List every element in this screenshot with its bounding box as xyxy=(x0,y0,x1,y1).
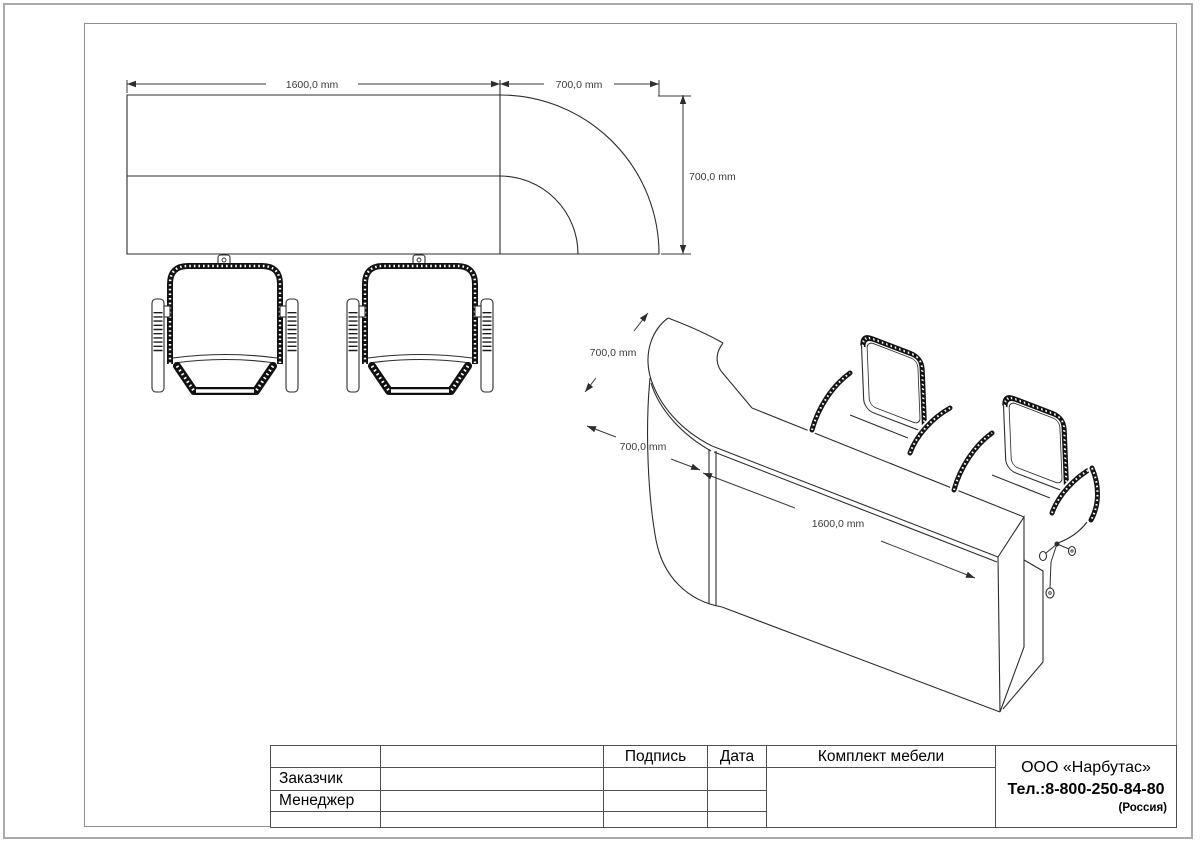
manager-row-label: Менеджер xyxy=(271,791,380,811)
manager-date-cell xyxy=(708,791,766,811)
plan-desk-outline xyxy=(127,80,659,254)
plan-dim-length-label: 1600,0 mm xyxy=(285,79,339,91)
title-block-cell-empty xyxy=(271,746,380,767)
plan-dim-curve-depth-label: 700,0 mm xyxy=(689,171,736,183)
company-info-cell xyxy=(996,746,1176,827)
title-block-cell-empty xyxy=(381,746,603,767)
signature-column-header: Подпись xyxy=(604,746,707,767)
iso-chair-left xyxy=(812,333,950,453)
manager-name-cell xyxy=(381,791,603,811)
title-block xyxy=(270,745,1177,828)
customer-date-cell xyxy=(708,768,766,790)
project-title: Комплект мебели xyxy=(767,746,995,767)
plan-chair-left xyxy=(152,255,298,392)
title-block-cell-empty xyxy=(604,812,707,827)
customer-row-label: Заказчик xyxy=(271,768,380,790)
iso-chair-right xyxy=(954,393,1092,513)
plan-dimensions xyxy=(127,79,736,254)
project-body-cell xyxy=(767,768,995,827)
title-block-cell-empty xyxy=(271,812,380,827)
date-column-header: Дата xyxy=(708,746,766,767)
customer-signature-cell xyxy=(604,768,707,790)
company-name: ООО «Нарбутас» xyxy=(1021,759,1151,776)
iso-dim-depth-upper-label: 700,0 mm xyxy=(589,347,637,359)
plan-chair-right xyxy=(347,255,493,392)
iso-dim-depth-lower-label: 700,0 mm xyxy=(619,441,667,453)
title-block-cell-empty xyxy=(381,812,603,827)
iso-dim-length-label: 1600,0 mm xyxy=(811,518,865,530)
customer-name-cell xyxy=(381,768,603,790)
title-block-cell-empty xyxy=(708,812,766,827)
iso-view xyxy=(583,311,1098,712)
company-phone: Тел.:8-800-250-84-80 xyxy=(1007,781,1165,798)
plan-view xyxy=(127,79,736,392)
manager-signature-cell xyxy=(604,791,707,811)
plan-dim-curve-width-label: 700,0 mm xyxy=(555,79,603,91)
company-country: (Россия) xyxy=(1118,802,1167,814)
